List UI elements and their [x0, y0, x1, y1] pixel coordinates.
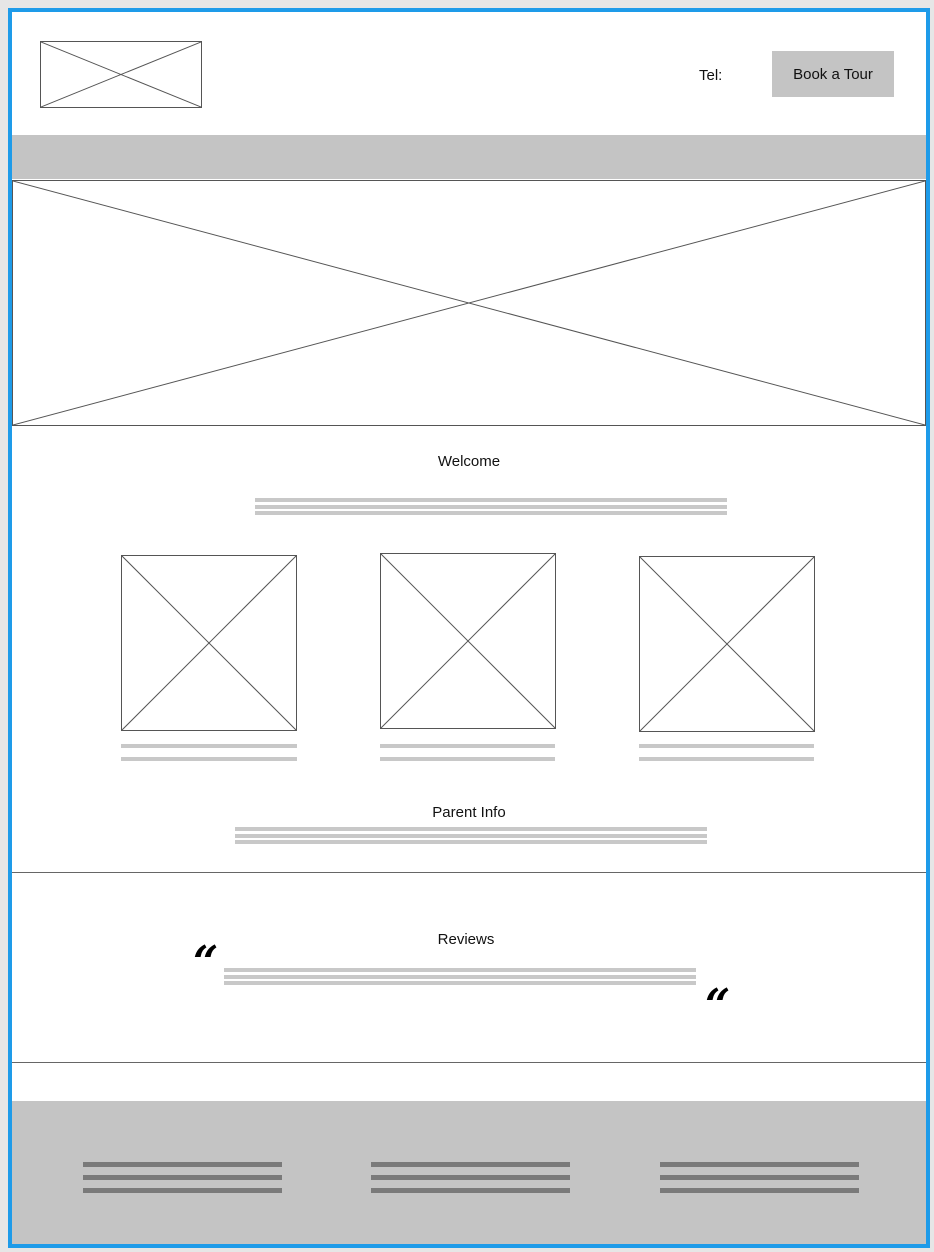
feature-image-placeholder-1 — [121, 555, 297, 731]
footer-link-line[interactable] — [83, 1175, 282, 1180]
feature-image-placeholder-2 — [380, 553, 556, 729]
footer-column-2-lines — [371, 1162, 570, 1201]
text-line — [224, 968, 696, 972]
placeholder-cross-icon — [640, 557, 814, 731]
footer — [12, 1101, 926, 1244]
placeholder-cross-icon — [13, 181, 925, 425]
reviews-heading: Reviews — [437, 931, 495, 948]
feature-text-lines-2 — [380, 744, 555, 764]
feature-image-placeholder-3 — [639, 556, 815, 732]
parent-info-text-lines — [235, 827, 707, 847]
feature-text-lines-1 — [121, 744, 297, 764]
text-line — [639, 757, 814, 761]
text-line — [639, 744, 814, 748]
welcome-text-lines — [255, 498, 727, 518]
close-quote-icon: “ — [705, 980, 731, 1031]
welcome-heading: Welcome — [437, 453, 501, 470]
text-line — [121, 744, 297, 748]
footer-link-line[interactable] — [660, 1175, 859, 1180]
navigation-bar[interactable] — [12, 135, 926, 179]
text-line — [380, 757, 555, 761]
hero-image-placeholder — [12, 180, 926, 426]
telephone-label: Tel: — [699, 67, 723, 84]
text-line — [224, 981, 696, 985]
feature-text-lines-3 — [639, 744, 814, 764]
page-frame — [8, 8, 930, 1248]
text-line — [235, 840, 707, 844]
text-line — [255, 511, 727, 515]
footer-column-1-lines — [83, 1162, 282, 1201]
review-text-lines — [224, 968, 696, 988]
placeholder-cross-icon — [41, 42, 201, 107]
text-line — [235, 834, 707, 838]
text-line — [121, 757, 297, 761]
section-divider — [12, 1062, 926, 1063]
section-divider — [12, 872, 926, 873]
footer-column-3-lines — [660, 1162, 859, 1201]
text-line — [235, 827, 707, 831]
text-line — [224, 975, 696, 979]
footer-link-line[interactable] — [371, 1162, 570, 1167]
placeholder-cross-icon — [122, 556, 296, 730]
footer-link-line[interactable] — [83, 1162, 282, 1167]
footer-link-line[interactable] — [660, 1188, 859, 1193]
logo-image-placeholder[interactable] — [40, 41, 202, 108]
placeholder-cross-icon — [381, 554, 555, 728]
footer-link-line[interactable] — [660, 1162, 859, 1167]
text-line — [380, 744, 555, 748]
footer-link-line[interactable] — [371, 1175, 570, 1180]
footer-link-line[interactable] — [83, 1188, 282, 1193]
parent-info-heading: Parent Info — [432, 804, 506, 821]
text-line — [255, 505, 727, 509]
open-quote-icon: “ — [193, 937, 219, 988]
footer-link-line[interactable] — [371, 1188, 570, 1193]
book-tour-button[interactable]: Book a Tour — [772, 51, 894, 97]
text-line — [255, 498, 727, 502]
